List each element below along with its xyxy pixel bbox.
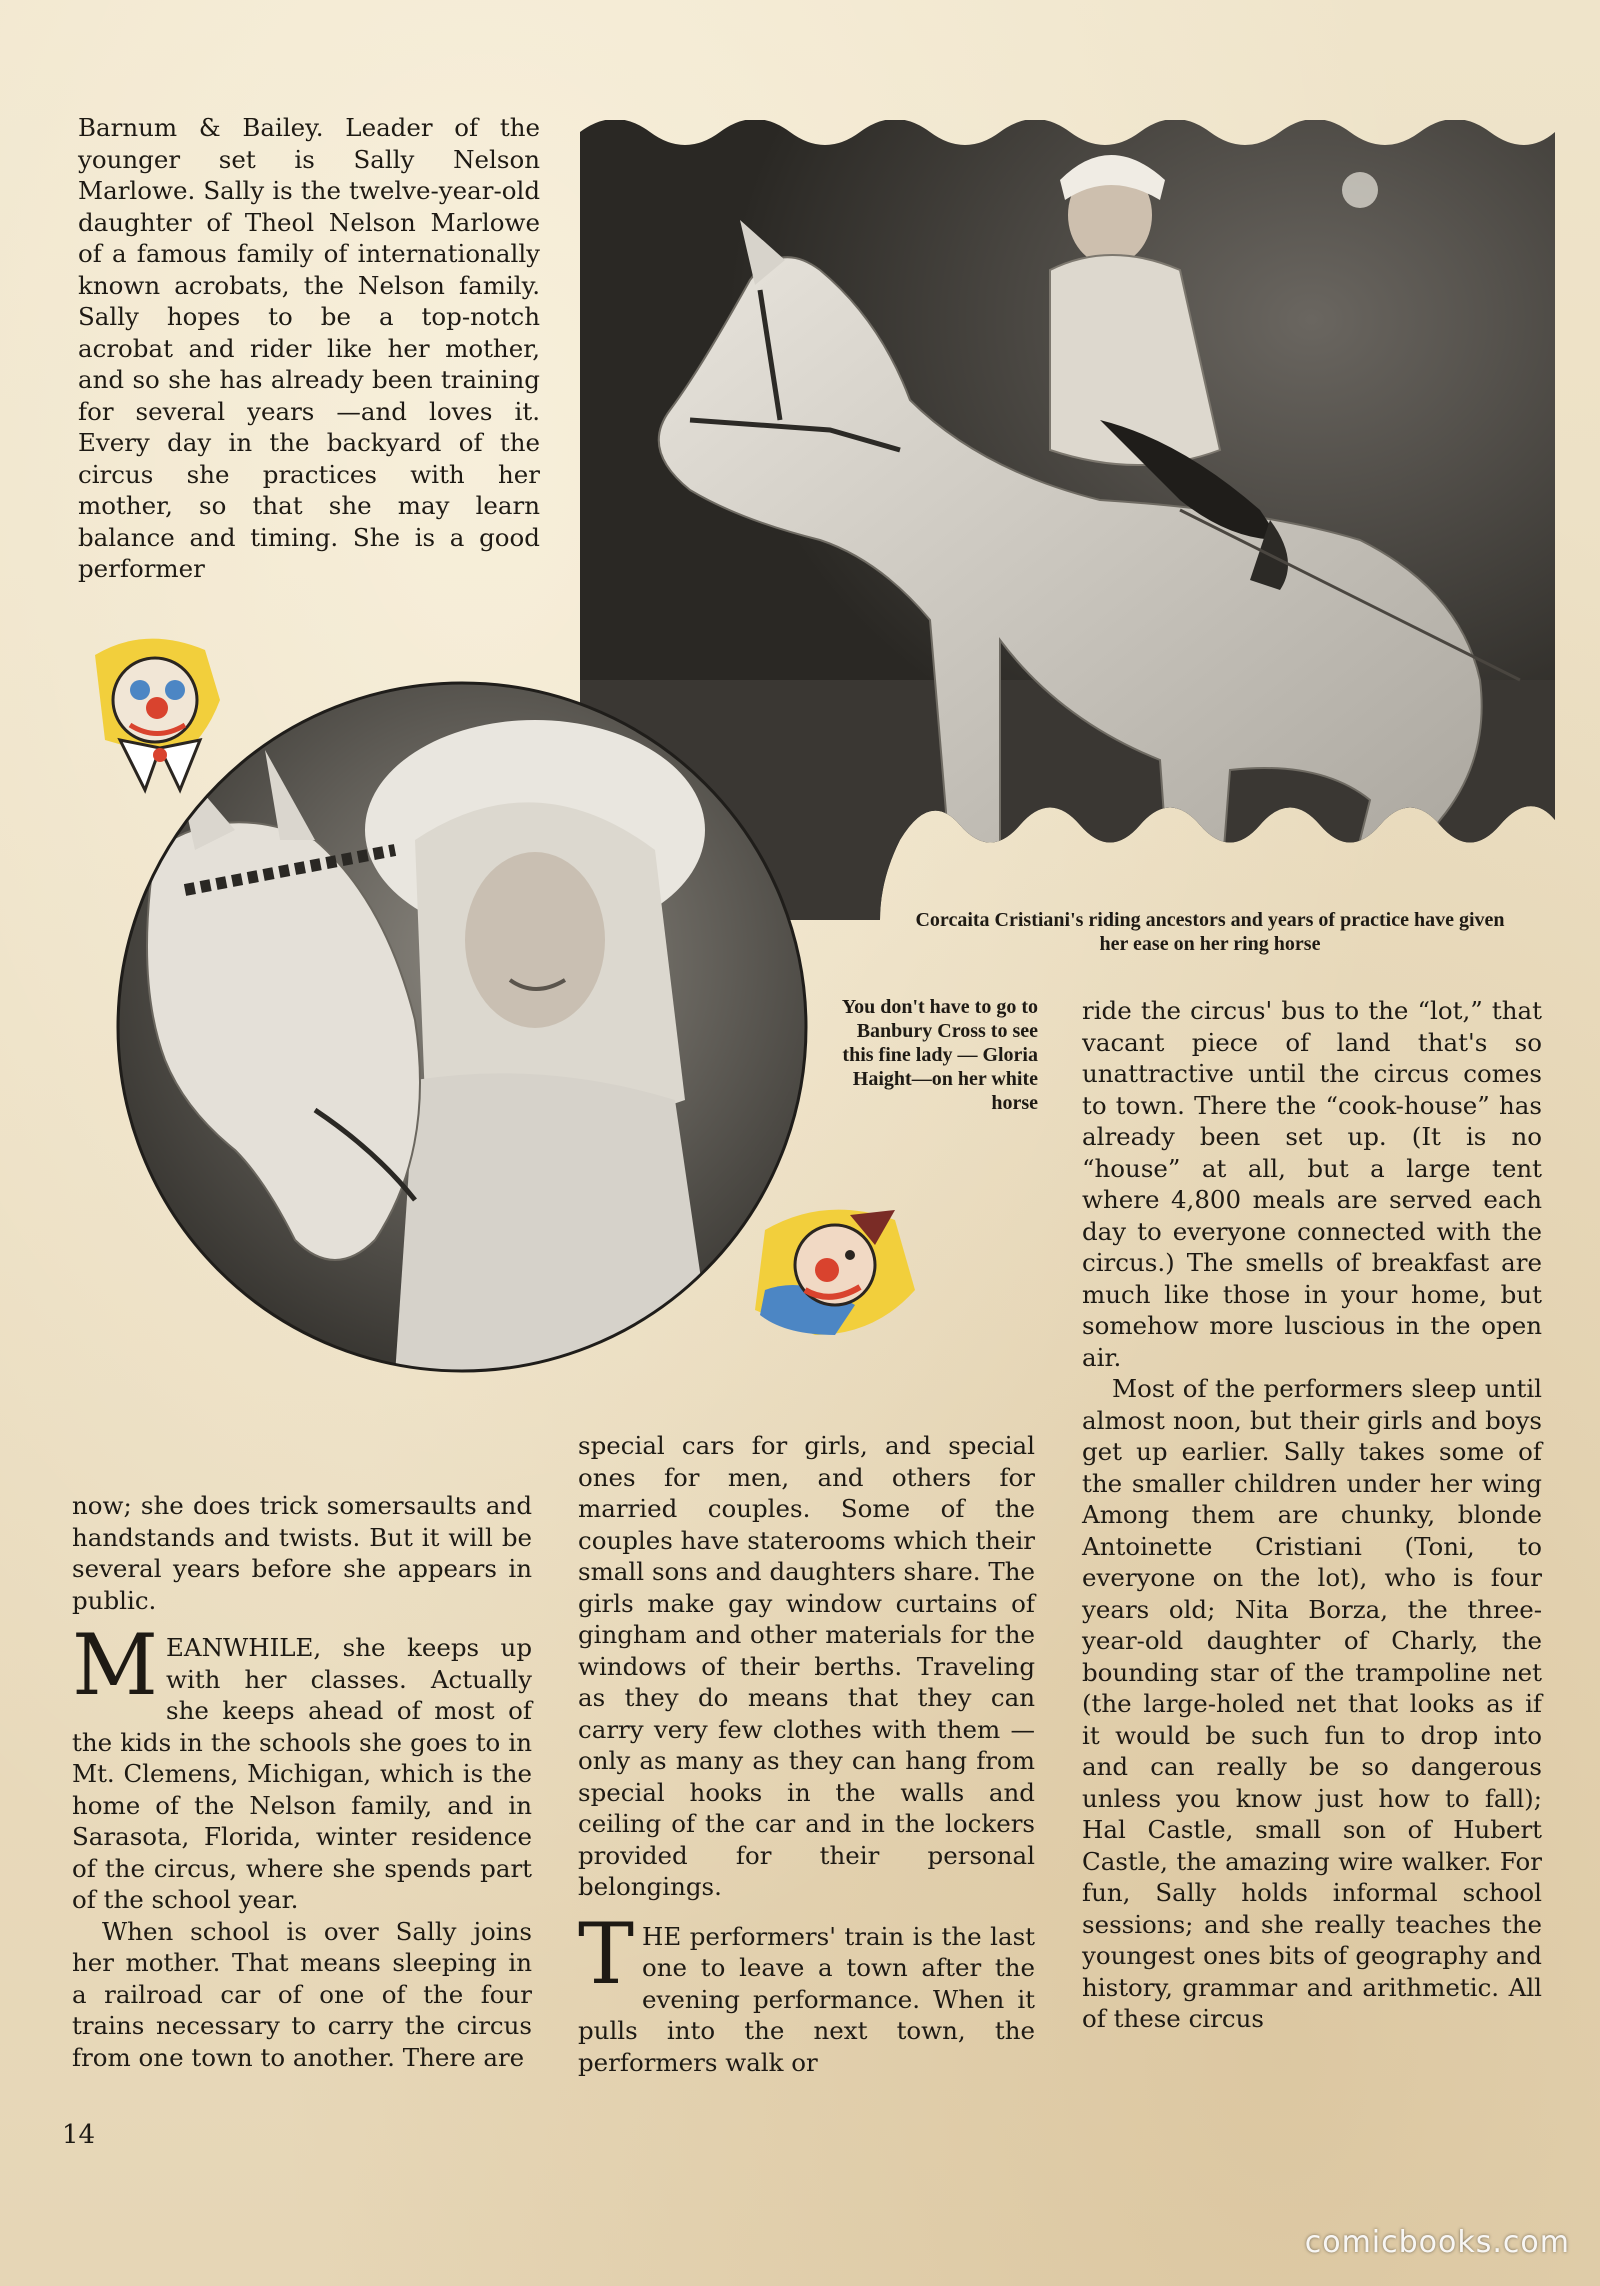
column-middle bbox=[578, 1430, 1035, 2078]
column-left-bottom bbox=[72, 1490, 532, 2073]
photo-gloria-haight-circle bbox=[115, 680, 810, 1375]
column-left-top bbox=[78, 112, 540, 585]
paragraph: special cars for girls, and special ones for men, and others for married couples. Some of the couples have staterooms which their small sons and daughters share. The girls make gay window curtains of gingham and other materials for the windows of their berths. Traveling as they do means that they can carry very few clothes with them — only as many as they can hang from special hooks in the walls and ceiling of the car and in the lockers provided for their personal belongings. bbox=[578, 1431, 1035, 1901]
clown-head-icon bbox=[745, 1195, 920, 1345]
paragraph-with-dropcap bbox=[72, 1616, 532, 1916]
dropcap: T bbox=[578, 1904, 635, 2003]
caption-rider-photo: Corcaita Cristiani's riding ancestors and years of practice have given her ease on her ring horse bbox=[915, 909, 1505, 955]
paragraph-text: HE performers' train is the last one to leave a town after the evening performance. When it pulls into the next town, the performers walk or bbox=[578, 1921, 1035, 2077]
page-number: 14 bbox=[62, 2120, 96, 2150]
caption-gloria-photo: You don't have to go to Banbury Cross to see this fine lady — Gloria Haight—on her white horse bbox=[841, 996, 1038, 1114]
paragraph-lead: EANWHILE, bbox=[166, 1633, 322, 1662]
paragraph: When school is over Sally joins her mother. That means sleeping in a railroad car of one of the four trains necessary to carry the circus from one town to another. There are bbox=[72, 1916, 532, 2072]
paragraph: Barnum & Bailey. Leader of the younger set is Sally Nelson Marlowe. Sally is the twelve-year-old daughter of Theol Nelson Marlowe of a famous family of internationally known acrobats, the Nelson family. Sally hopes to be a top-notch acrobat and rider like her mother, and so she has already been training for several years —and loves it. Every day in the backyard of the circus she practices with her mother, so that she may learn balance and timing. She is a good performer bbox=[78, 113, 540, 583]
paragraph: Most of the performers sleep until almost noon, but their girls and boys get up earlier. Sally takes some of the smaller children under her wing Among them are chunky, blonde Antoinette Cristiani (Toni, to everyone on the lot), who is four years old; Nita Borza, the three-year-old daughter of Charly, the bounding star of the trampoline net (the large-holed net that looks as if it would be such fun to drop into and can really be so dangerous unless you know just how to fall); Hal Castle, small son of Hubert Castle, the amazing wire walker. For fun, Sally holds informal school sessions; and she really teaches the youngest ones bits of geography and history, grammar and arithmetic. All of these circus bbox=[1082, 1374, 1542, 2033]
watermark: comicbooks.com bbox=[1304, 2225, 1570, 2260]
paragraph-with-dropcap bbox=[578, 1904, 1035, 2079]
column-right bbox=[1082, 995, 1542, 2035]
dropcap: M bbox=[72, 1616, 159, 1714]
paragraph: ride the circus' bus to the “lot,” that vacant piece of land that's so unattractive until the circus comes to town. There the “cook-house” has already been set up. (It is no “house” at all, but a large tent where 4,800 meals are served each day to everyone connected with the circus.) The smells of breakfast are much like those in your home, but somehow more luscious in the open air. bbox=[1082, 996, 1542, 1372]
paragraph: now; she does trick somersaults and handstands and twists. But it will be several years before she appears in public. bbox=[72, 1491, 532, 1615]
paragraph-text: she keeps up with her classes. Actually she keeps ahead of most of the kids in the schools she goes to in Mt. Clemens, Michigan, which is the home of the Nelson family, and in Sarasota, Florida, winter residence of the circus, where she spends part of the school year. bbox=[72, 1633, 532, 1914]
